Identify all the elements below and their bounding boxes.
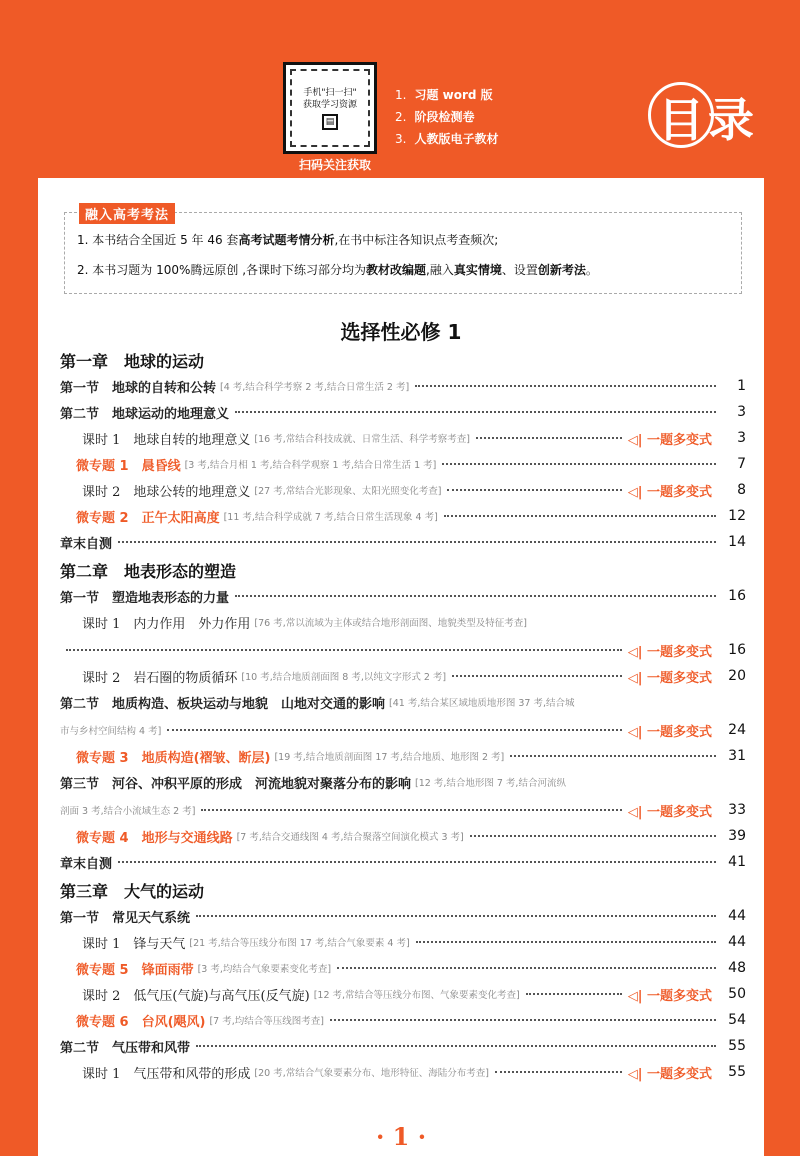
exam-frequency-note: [19 考,结合地质剖面图 17 考,结合地质、地形图 2 考] — [274, 752, 505, 763]
page-ref: 7 — [737, 456, 746, 472]
entry-title: 第二节 气压带和风带 — [60, 1040, 191, 1056]
entry-title: 微专题 4 地形与交通线路 — [76, 830, 233, 846]
entry-title: 微专题 1 晨昏线 — [76, 458, 181, 474]
entry-title: 课时 1 锋与天气 — [82, 936, 186, 952]
page-ref: 55 — [728, 1038, 746, 1054]
exam-frequency-note: [10 考,结合地质剖面图 8 考,以纯文字形式 2 考] — [241, 672, 447, 683]
leader-dots — [452, 675, 622, 677]
page-ref: 54 — [728, 1012, 746, 1028]
toc-entry[interactable] — [60, 982, 746, 1006]
leader-dots — [201, 809, 621, 811]
chapter-heading[interactable] — [60, 878, 746, 902]
page-ref: 24 — [728, 722, 746, 738]
toc-entry[interactable] — [60, 426, 746, 450]
exam-frequency-note: 剖面 3 考,结合小流域生态 2 考] — [60, 806, 196, 817]
qr-code[interactable] — [283, 62, 377, 154]
leader-dots — [495, 1071, 622, 1073]
header — [0, 0, 800, 178]
leader-dots — [118, 861, 716, 863]
variant-tag: ◁| 一题多变式 — [627, 644, 712, 660]
toc-entry[interactable] — [60, 930, 746, 954]
toc-entry[interactable] — [60, 504, 746, 528]
entry-title: 第二节 地球运动的地理意义 — [60, 406, 230, 422]
page-ref: 44 — [728, 908, 746, 924]
page-ref: 3 — [737, 404, 746, 420]
page-ref: 20 — [728, 668, 746, 684]
toc-entry[interactable] — [60, 584, 746, 608]
toc-entry[interactable] — [60, 798, 746, 822]
leader-dots — [526, 993, 622, 995]
leader-dots — [196, 1045, 716, 1047]
entry-title: 章末自测 — [60, 536, 113, 552]
exam-frequency-note: 市与乡村空间结构 4 考] — [60, 726, 162, 737]
exam-frequency-note: [76 考,常以流域为主体或结合地形剖面图、地貌类型及特征考查] — [254, 618, 527, 629]
share-arrow-icon: ◁| — [627, 988, 647, 1004]
exam-frequency-note: [20 考,常结合气象要素分布、地形特征、海陆分布考查] — [254, 1068, 489, 1079]
entry-title: 微专题 2 正午太阳高度 — [76, 510, 220, 526]
share-arrow-icon: ◁| — [627, 432, 647, 448]
toc-entry[interactable] — [60, 1008, 746, 1032]
variant-tag: ◁| 一题多变式 — [627, 670, 712, 686]
entry-title: 第一节 常见天气系统 — [60, 910, 191, 926]
entry-title: 微专题 6 台风(飓风) — [76, 1014, 206, 1030]
page-ref: 44 — [728, 934, 746, 950]
exam-frequency-note: [12 考,结合地形图 7 考,结合河流纵 — [415, 778, 566, 789]
page-ref: 41 — [728, 854, 746, 870]
toc-entry[interactable] — [60, 452, 746, 476]
leader-dots — [416, 941, 716, 943]
entry-title: 第二节 地质构造、板块运动与地貌 山地对交通的影响 — [60, 696, 386, 712]
variant-tag: ◁| 一题多变式 — [627, 988, 712, 1004]
entry-title: 微专题 5 锋面雨带 — [76, 962, 194, 978]
leader-dots — [167, 729, 621, 731]
variant-tag: ◁| 一题多变式 — [627, 432, 712, 448]
variant-tag: ◁| 一题多变式 — [627, 804, 712, 820]
toc-entry[interactable] — [60, 400, 746, 424]
exam-frequency-note: [7 考,结合交通线图 4 考,结合聚落空间演化模式 3 考] — [236, 832, 464, 843]
book-title: 选择性必修 1 — [340, 320, 462, 344]
page-ref: 39 — [728, 828, 746, 844]
chapter-heading[interactable] — [60, 558, 746, 582]
entry-title: 第一节 地球的自转和公转 — [60, 380, 217, 396]
leader-dots — [470, 835, 716, 837]
leader-dots — [476, 437, 622, 439]
toc-entry[interactable] — [60, 824, 746, 848]
chapter-title: 第二章 地表形态的塑造 — [60, 561, 237, 581]
share-arrow-icon: ◁| — [627, 1066, 647, 1082]
leader-dots — [444, 515, 716, 517]
toc-entry[interactable] — [60, 690, 746, 714]
leader-dots — [118, 541, 716, 543]
exam-frequency-note: [27 考,常结合光影现象、太阳光照变化考查] — [254, 486, 442, 497]
share-arrow-icon: ◁| — [627, 644, 647, 660]
resource-item: 3. 人教版电子教材 — [395, 132, 499, 146]
qr-text-2: 获取学习资源 — [302, 99, 357, 110]
share-arrow-icon: ◁| — [627, 804, 647, 820]
page-ref: 16 — [728, 588, 746, 604]
entry-title: 课时 1 地球自转的地理意义 — [82, 432, 251, 448]
page-ref: 14 — [728, 534, 746, 550]
share-arrow-icon: ◁| — [627, 484, 647, 500]
exam-frequency-note: [16 考,常结合科技成就、日常生活、科学考察考查] — [254, 434, 470, 445]
toc-entry[interactable] — [60, 638, 746, 662]
qr-inner — [290, 69, 370, 147]
toc-entry[interactable] — [60, 770, 746, 794]
leader-dots — [330, 1019, 716, 1021]
resource-item: 2. 阶段检测卷 — [395, 110, 475, 124]
chapter-title: 第一章 地球的运动 — [60, 351, 205, 371]
variant-tag: ◁| 一题多变式 — [627, 484, 712, 500]
entry-title: 课时 1 内力作用 外力作用 — [82, 616, 251, 632]
leader-dots — [447, 489, 621, 491]
page-number: · 1 · — [375, 1122, 427, 1151]
qr-text-1: 手机"扫一扫" — [303, 87, 357, 98]
leader-dots — [66, 649, 622, 651]
entry-title: 第一节 塑造地表形态的力量 — [60, 590, 230, 606]
entry-title: 章末自测 — [60, 856, 113, 872]
contents-page — [38, 178, 764, 1156]
leader-dots — [235, 595, 716, 597]
toc-entry[interactable] — [60, 530, 746, 554]
book-icon: ▤ — [322, 114, 338, 130]
notice-line-2: 2. 本书习题为 100%腾远原创 ,各课时下练习部分均为教材改编题,融入真实情境、设置创新考法。 — [77, 263, 598, 277]
leader-dots — [337, 967, 716, 969]
toc-entry[interactable] — [60, 744, 746, 768]
chapter-title: 第三章 大气的运动 — [60, 881, 205, 901]
entry-title: 课时 2 地球公转的地理意义 — [82, 484, 251, 500]
toc-entry[interactable] — [60, 374, 746, 398]
exam-frequency-note: [12 考,常结合等压线分布图、气象要素变化考查] — [313, 990, 520, 1001]
toc-entry[interactable] — [60, 1034, 746, 1058]
contents-logo — [648, 82, 774, 154]
leader-dots — [510, 755, 716, 757]
logo-text: 目录 — [658, 93, 758, 147]
entry-title: 第三节 河谷、冲积平原的形成 河流地貌对聚落分布的影响 — [60, 776, 412, 792]
entry-title: 课时 2 岩石圈的物质循环 — [82, 670, 238, 686]
page-ref: 12 — [728, 508, 746, 524]
entry-title: 微专题 3 地质构造(褶皱、断层) — [76, 750, 271, 766]
page-ref: 55 — [728, 1064, 746, 1080]
exam-frequency-note: [11 考,结合科学成就 7 考,结合日常生活现象 4 考] — [223, 512, 438, 523]
notice-box — [64, 208, 742, 294]
share-arrow-icon: ◁| — [627, 724, 647, 740]
notice-line-1: 1. 本书结合全国近 5 年 46 套高考试题考情分析,在书中标注各知识点考查频次; — [77, 233, 499, 247]
notice-tag: 融入高考考法 — [79, 203, 175, 224]
toc-entry[interactable] — [60, 478, 746, 502]
page-ref: 8 — [737, 482, 746, 498]
toc-entry[interactable] — [60, 1060, 746, 1084]
exam-frequency-note: [4 考,结合科学考察 2 考,结合日常生活 2 考] — [220, 382, 410, 393]
page-ref: 1 — [737, 378, 746, 394]
page-ref: 16 — [728, 642, 746, 658]
variant-tag: ◁| 一题多变式 — [627, 1066, 712, 1082]
leader-dots — [235, 411, 716, 413]
exam-frequency-note: [41 考,结合某区域地质地形图 37 考,结合城 — [389, 698, 575, 709]
leader-dots — [196, 915, 716, 917]
toc-entry[interactable] — [60, 956, 746, 980]
toc-entry[interactable] — [60, 850, 746, 874]
entry-title: 课时 2 低气压(气旋)与高气压(反气旋) — [82, 988, 310, 1004]
resource-item: 1. 习题 word 版 — [395, 88, 493, 102]
chapter-heading[interactable] — [60, 348, 746, 372]
page-ref: 31 — [728, 748, 746, 764]
toc-entry[interactable] — [60, 904, 746, 928]
toc-entry[interactable] — [60, 610, 746, 634]
exam-frequency-note: [3 考,均结合气象要素变化考查] — [197, 964, 332, 975]
page-ref: 50 — [728, 986, 746, 1002]
leader-dots — [415, 385, 716, 387]
variant-tag: ◁| 一题多变式 — [627, 724, 712, 740]
leader-dots — [442, 463, 716, 465]
qr-caption: 扫码关注获取 — [298, 158, 371, 172]
entry-title: 课时 1 气压带和风带的形成 — [82, 1066, 251, 1082]
exam-frequency-note: [3 考,结合月相 1 考,结合科学观察 1 考,结合日常生活 1 考] — [184, 460, 437, 471]
page-ref: 48 — [728, 960, 746, 976]
exam-frequency-note: [21 考,结合等压线分布图 17 考,结合气象要素 4 考] — [189, 938, 410, 949]
page-ref: 33 — [728, 802, 746, 818]
toc-entry[interactable] — [60, 664, 746, 688]
exam-frequency-note: [7 考,均结合等压线图考查] — [209, 1016, 324, 1027]
resource-list — [395, 84, 498, 150]
share-arrow-icon: ◁| — [627, 670, 647, 686]
page-ref: 3 — [737, 430, 746, 446]
toc-entry[interactable] — [60, 718, 746, 742]
